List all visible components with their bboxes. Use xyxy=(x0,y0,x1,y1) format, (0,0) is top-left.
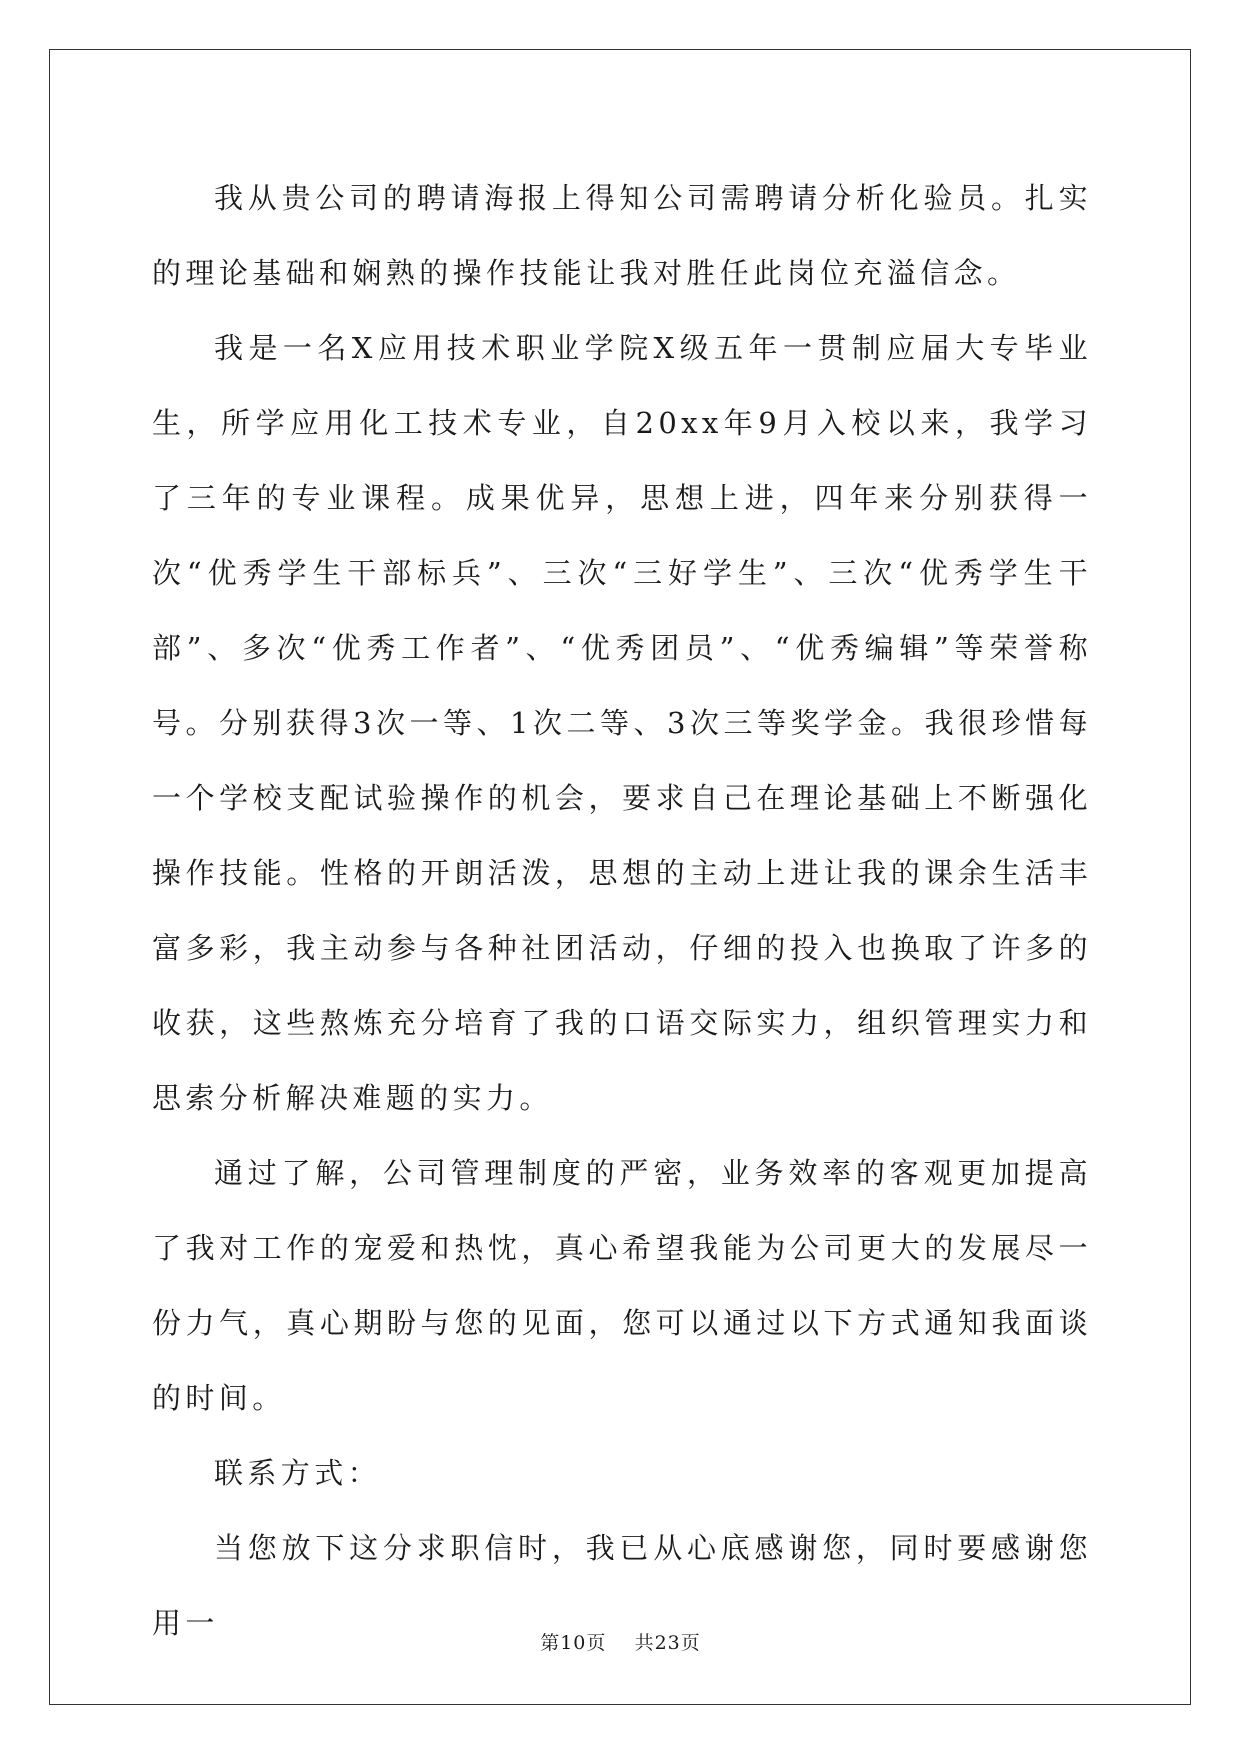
page-footer xyxy=(0,1628,1241,1655)
document-body xyxy=(152,161,1092,1661)
paragraph-2: 我是一名X应用技术职业学院X级五年一贯制应届大专毕业生，所学应用化工技术专业，自20xx年9月入校以来，我学习了三年的专业课程。成果优异，思想上进，四年来分别获得一次“优秀学生干部标兵”、三次“三好学生”、三次“优秀学生干部”、多次“优秀工作者”、“优秀团员”、“优秀编辑”等荣誉称号。分别获得3次一等、1次二等、3次三等奖学金。我很珍惜每一个学校支配试验操作的机会，要求自己在理论基础上不断强化操作技能。性格的开朗活泼，思想的主动上进让我的课余生活丰富多彩，我主动参与各种社团活动，仔细的投入也换取了许多的收获，这些熬炼充分培育了我的口语交际实力，组织管理实力和思索分析解决难题的实力。 xyxy=(152,331,1092,1115)
paragraph-1: 我从贵公司的聘请海报上得知公司需聘请分析化验员。扎实的理论基础和娴熟的操作技能让我对胜任此岗位充溢信念。 xyxy=(152,181,1092,290)
page-number-current: 第10页 xyxy=(540,1632,607,1654)
page-number-total: 共23页 xyxy=(634,1632,701,1654)
paragraph-3: 通过了解，公司管理制度的严密，业务效率的客观更加提高了我对工作的宠爱和热忱，真心希望我能为公司更大的发展尽一份力气，真心期盼与您的见面，您可以通过以下方式通知我面谈的时间。 xyxy=(152,1156,1092,1415)
paragraph-4: 联系方式： xyxy=(214,1456,382,1490)
paragraph-5: 当您放下这分求职信时，我已从心底感谢您，同时要感谢您用一 xyxy=(152,1531,1092,1640)
